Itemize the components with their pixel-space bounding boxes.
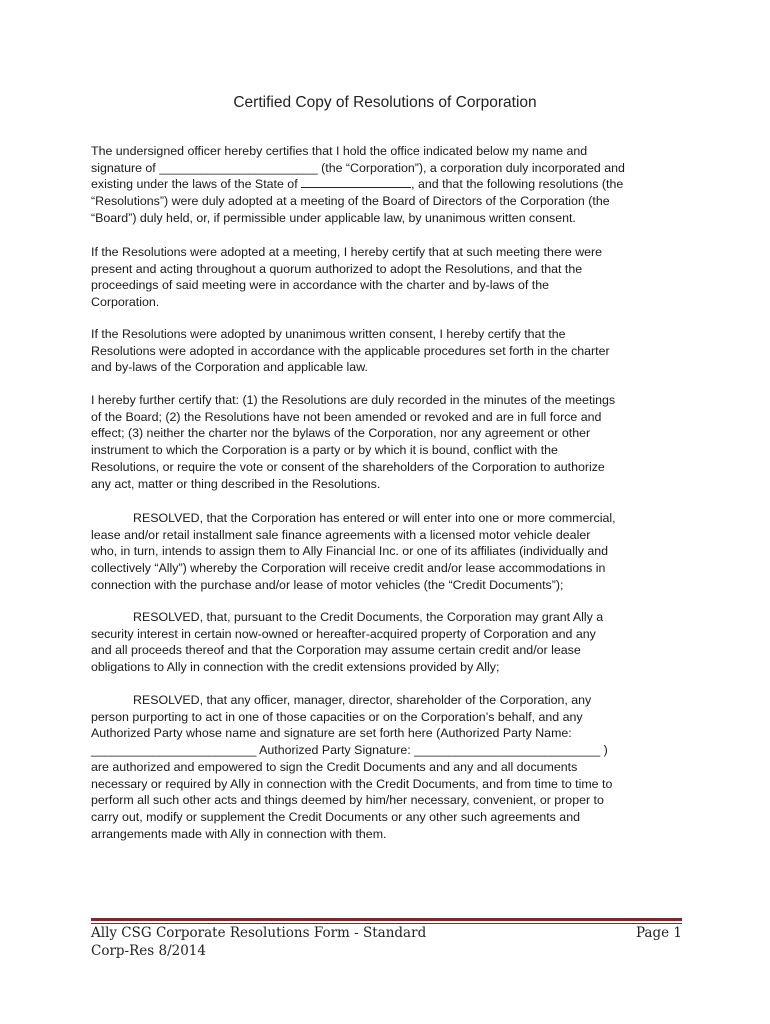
state-blank-line [301,177,411,188]
meeting-paragraph [91,244,679,311]
paragraph-line: obligations to Ally in connection with the credit extensions provided by Ally; [91,660,500,675]
paragraph-line: signature of _______________________ (the “Corporation”), a corporation duly incorporated and [91,160,625,175]
paragraph-line: are authorized and empowered to sign the Credit Documents and any and all documents [91,759,578,774]
certification-paragraph [91,143,679,227]
paragraph-line: collectively “Ally”) whereby the Corporation will receive credit and/or lease accommodations in [91,561,606,576]
paragraph-line: If the Resolutions were adopted at a meeting, I hereby certify that at such meeting there were [91,245,603,259]
paragraph-line: If the Resolutions were adopted by unanimous written consent, I hereby certify that the [91,327,566,341]
paragraph-line: perform all such other acts and things deemed by him/her necessary, convenient, or proper to [91,793,604,808]
paragraph-line: RESOLVED, that the Corporation has entered or will enter into one or more commercial, [133,511,616,525]
paragraph-line [91,176,679,193]
authorized-party-fields: ________________________ Authorized Party Signature: ___________________________ ) [91,743,608,758]
paragraph-line: lease and/or retail installment sale finance agreements with a licensed motor vehicle dealer [91,527,591,542]
footer-divider [91,918,682,921]
paragraph-line: and by-laws of the Corporation and applicable law. [91,360,368,375]
paragraph-line: instrument to which the Corporation is a party or by which it is bound, conflict with the [91,443,558,458]
document-title: Certified Copy of Resolutions of Corporation [233,94,537,111]
paragraph-line: present and acting throughout a quorum authorized to adopt the Resolutions, and that the [91,261,583,276]
paragraph-line: connection with the purchase and/or lease of motor vehicles (the “Credit Documents”); [91,577,564,592]
paragraph-line: Corporation. [91,295,160,310]
resolution-security-interest [91,609,679,676]
paragraph-line: Resolutions were adopted in accordance with the applicable procedures set forth in the charter [91,343,610,358]
paragraph-line: “Resolutions”) were duly adopted at a meeting of the Board of Directors of the Corporation (the [91,194,610,209]
paragraph-text: existing under the laws of the State of [91,177,302,192]
paragraph-line: RESOLVED, that any officer, manager, director, shareholder of the Corporation, any [133,693,592,707]
paragraph-line: necessary or required by Ally in connection with the Credit Documents, and from time to time to [91,776,613,791]
paragraph-line: The undersigned officer hereby certifies that I hold the office indicated below my name and [91,144,588,158]
paragraph-line: Resolutions, or require the vote or consent of the shareholders of the Corporation to authorize [91,459,605,474]
page-number: Page 1 [635,925,682,941]
paragraph-line: proceedings of said meeting were in accordance with the charter and by-laws of the [91,278,550,293]
footer-form-info [91,924,426,960]
paragraph-text: , and that the following resolutions (the [411,177,624,192]
paragraph-line: security interest in certain now-owned or hereafter-acquired property of Corporation and any [91,626,596,641]
paragraph-line: person purporting to act in one of those capacities or on the Corporation’s behalf, and any [91,709,583,724]
paragraph-line: Authorized Party whose name and signature are set forth here (Authorized Party Name: [91,726,572,741]
paragraph-line: of the Board; (2) the Resolutions have not been amended or revoked and are in full force and [91,409,602,424]
written-consent-paragraph [91,326,679,376]
paragraph-line: carry out, modify or supplement the Credit Documents or any other such agreements and [91,809,580,824]
paragraph-line: who, in turn, intends to assign them to Ally Financial Inc. or one of its affiliates (individually and [91,544,609,559]
paragraph-line: I hereby further certify that: (1) the Resolutions are duly recorded in the minutes of the meetings [91,393,616,407]
paragraph-line: RESOLVED, that, pursuant to the Credit Documents, the Corporation may grant Ally a [133,610,604,624]
paragraph-line: arrangements made with Ally in connection with them. [91,826,387,841]
resolution-authorized-party [91,692,679,842]
paragraph-line: and all proceeds thereof and that the Corporation may assume certain credit and/or lease [91,643,581,658]
form-code: Corp-Res 8/2014 [91,943,206,959]
page-footer [91,924,682,960]
paragraph-line: effect; (3) neither the charter nor the bylaws of the Corporation, nor any agreement or other [91,426,591,441]
paragraph-line: “Board”) duly held, or, if permissible under applicable law, by unanimous written consent. [91,210,576,225]
paragraph-line: any act, matter or thing described in the Resolutions. [91,476,381,491]
form-name: Ally CSG Corporate Resolutions Form - Standard [91,925,427,941]
resolution-credit-agreements [91,510,679,594]
further-certify-paragraph [91,392,679,492]
